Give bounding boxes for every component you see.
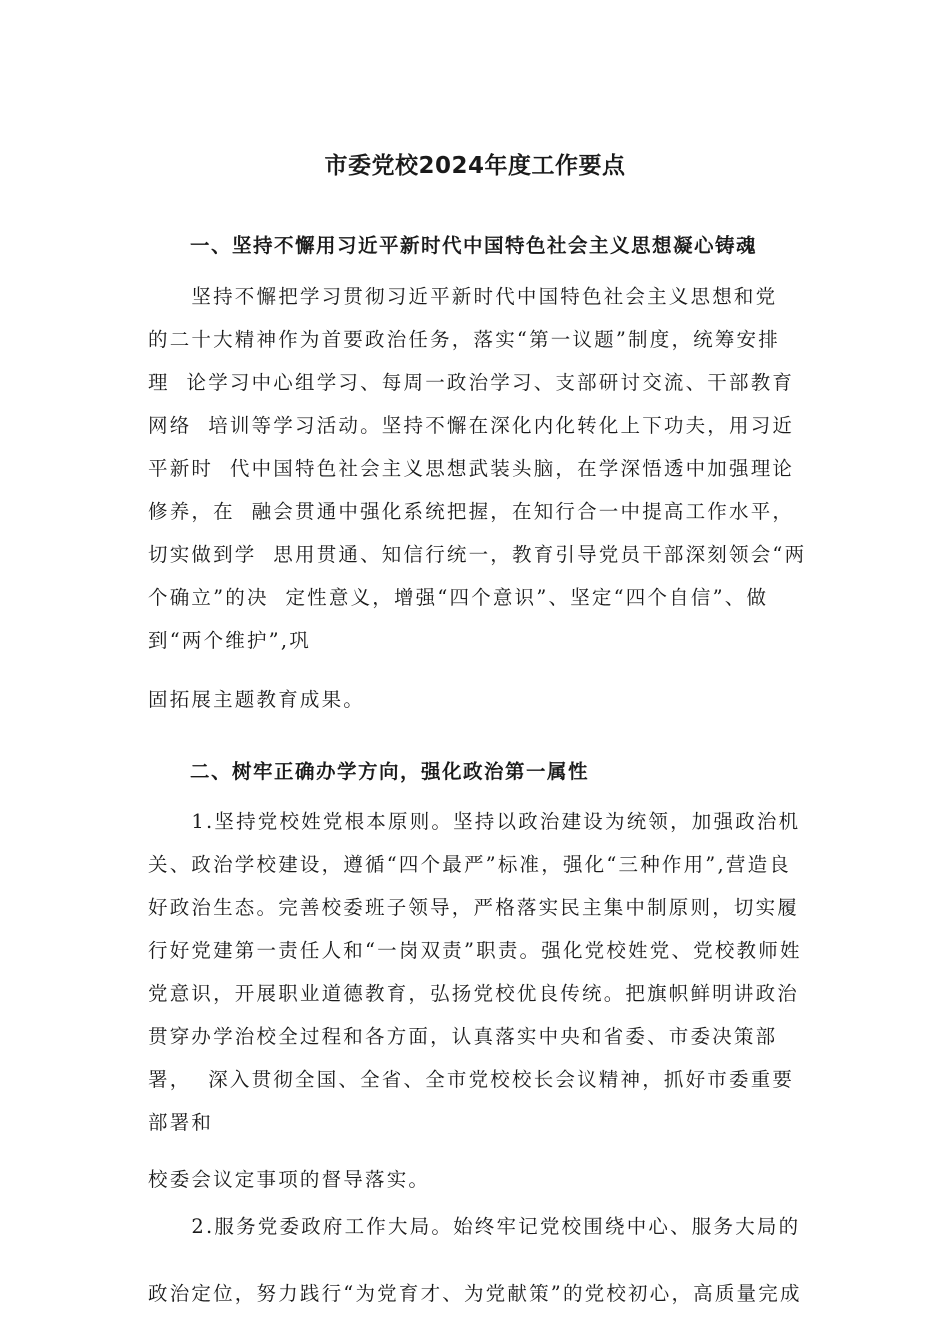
paragraph-line: 关、政治学校建设，遵循“四个最严”标准，强化“三种作用”,营造良 [148, 853, 791, 876]
paragraph-line: 到“两个维护”,巩 [148, 629, 311, 652]
document-title: 市委党校2024年度工作要点 [324, 153, 626, 179]
paragraph-line: 切实做到学 思用贯通、知信行统一，教育引导党员干部深刻领会“两 [148, 543, 807, 566]
paragraph-line: 平新时 代中国特色社会主义思想武装头脑，在学深悟透中加强理论 [148, 457, 795, 480]
paragraph-line: 署， 深入贯彻全国、全省、全市党校校长会议精神，抓好市委重要 [148, 1068, 795, 1091]
paragraph-line: 修养，在 融会贯通中强化系统把握，在知行合一中提高工作水平， [148, 500, 795, 523]
paragraph-line: 贯穿办学治校全过程和各方面，认真落实中央和省委、市委决策部 [148, 1025, 778, 1048]
paragraph-line: 党意识，开展职业道德教育，弘扬党校优良传统。把旗帜鲜明讲政治 [148, 982, 800, 1005]
paragraph-line: 个确立”的决 定性意义，增强“四个意识”、坚定“四个自信”、做 [148, 586, 769, 609]
paragraph-line: 的二十大精神作为首要政治任务，落实“第一议题”制度，统筹安排 [148, 328, 780, 351]
section-heading: 二、树牢正确办学方向，强化政治第一属性 [190, 760, 590, 783]
paragraph-line: 网络 培训等学习活动。坚持不懈在深化内化转化上下功夫，用习近 [148, 414, 795, 437]
paragraph-line: 校委会议定事项的督导落实。 [148, 1168, 431, 1191]
paragraph-line: 坚持不懈把学习贯彻习近平新时代中国特色社会主义思想和党 [148, 285, 778, 308]
paragraph-line: 1.坚持党校姓党根本原则。坚持以政治建设为统领，加强政治机 [148, 810, 801, 833]
paragraph-line: 部署和 [148, 1111, 214, 1134]
paragraph-line: 2.服务党委政府工作大局。始终牢记党校围绕中心、服务大局的 [148, 1215, 801, 1238]
paragraph-line: 政治定位，努力践行“为党育才、为党献策”的党校初心，高质量完成 [148, 1282, 802, 1305]
paragraph-line: 好政治生态。完善校委班子领导，严格落实民主集中制原则，切实履 [148, 896, 800, 919]
paragraph-line: 理 论学习中心组学习、每周一政治学习、支部研讨交流、干部教育 [148, 371, 795, 394]
section-heading: 一、坚持不懈用习近平新时代中国特色社会主义思想凝心铸魂 [190, 234, 758, 257]
paragraph-line: 行好党建第一责任人和“一岗双责”职责。强化党校姓党、党校教师姓 [148, 939, 802, 962]
paragraph-line: 固拓展主题教育成果。 [148, 688, 366, 711]
